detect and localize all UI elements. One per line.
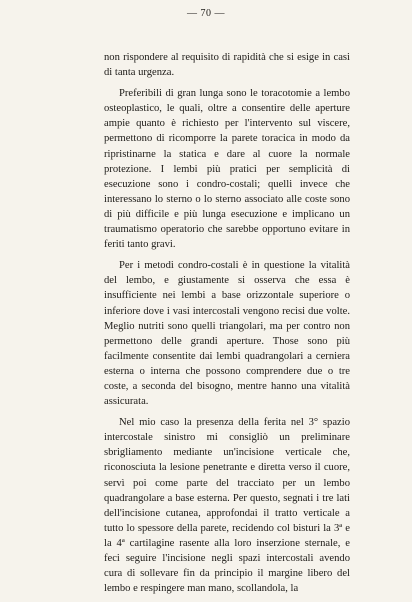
body-text [104, 50, 350, 596]
paragraph-2: Preferibili di gran lunga sono le toracotomie a lembo osteoplastico, le quali, oltre a consentire delle aperture ampie quanto è richiesto per l'intervento sul viscere, permettono di ricomporre la parete toracica in modo da ripristinarne la statica e dare al cuore la normale protezione. I lembi più pratici per semplicità di esecuzione sono i condro-costali; quelli invece che interessano lo sterno o lo sterno associato alle coste sono di più difficile e più lunga esecuzione e implicano un traumatismo operatorio che sarebbe opportuno evitare in feriti tanto gravi. [104, 88, 350, 251]
paragraph-3: Per i metodi condro-costali è in questione la vitalità del lembo, e giustamente si osserva che essa è insufficiente nei lembi a base orizzontale superiore o inferiore dove i vasi intercostali vengono recisi due volte. Meglio nutriti sono quelli triangolari, ma per contro non permettono delle grandi aperture. Those sono più facilmente consentite dai lembi quadrangolari a cerniera esterna o interna che possono comprendere due o tre coste, a seconda del bisogno, mentre hanno una vitalità assicurata. [104, 260, 350, 408]
paragraph-1: non risponderе al requisito di rapidità che si esige in casi di tanta urgenza. [104, 52, 350, 79]
page-number: — 70 — [187, 8, 225, 19]
paragraph-4: Nel mio caso la presenza della ferita nel 3° spazio intercostale sinistro mi consigliò un preliminare sbrigliamento mediante un'incisione verticale che, riconosciuta la lesione penetrante e diretta verso il cuore, servì poi come parte del tracciato per un lembo quadrangolare a base esterna. Per questo, segnati i tre lati dell'incisione cutanea, approfondai il tratto verticale a tutto lo spessore della parete, recidendo col bisturi la 3ª e la 4ª cartilagine rasente alla loro inserzione sternale, e feci seguire l'incisione negli spazi intercostali avendo cura di sollevare fin da principio il margine libero del lembo e respingere man mano, scollandola, la [104, 417, 350, 595]
